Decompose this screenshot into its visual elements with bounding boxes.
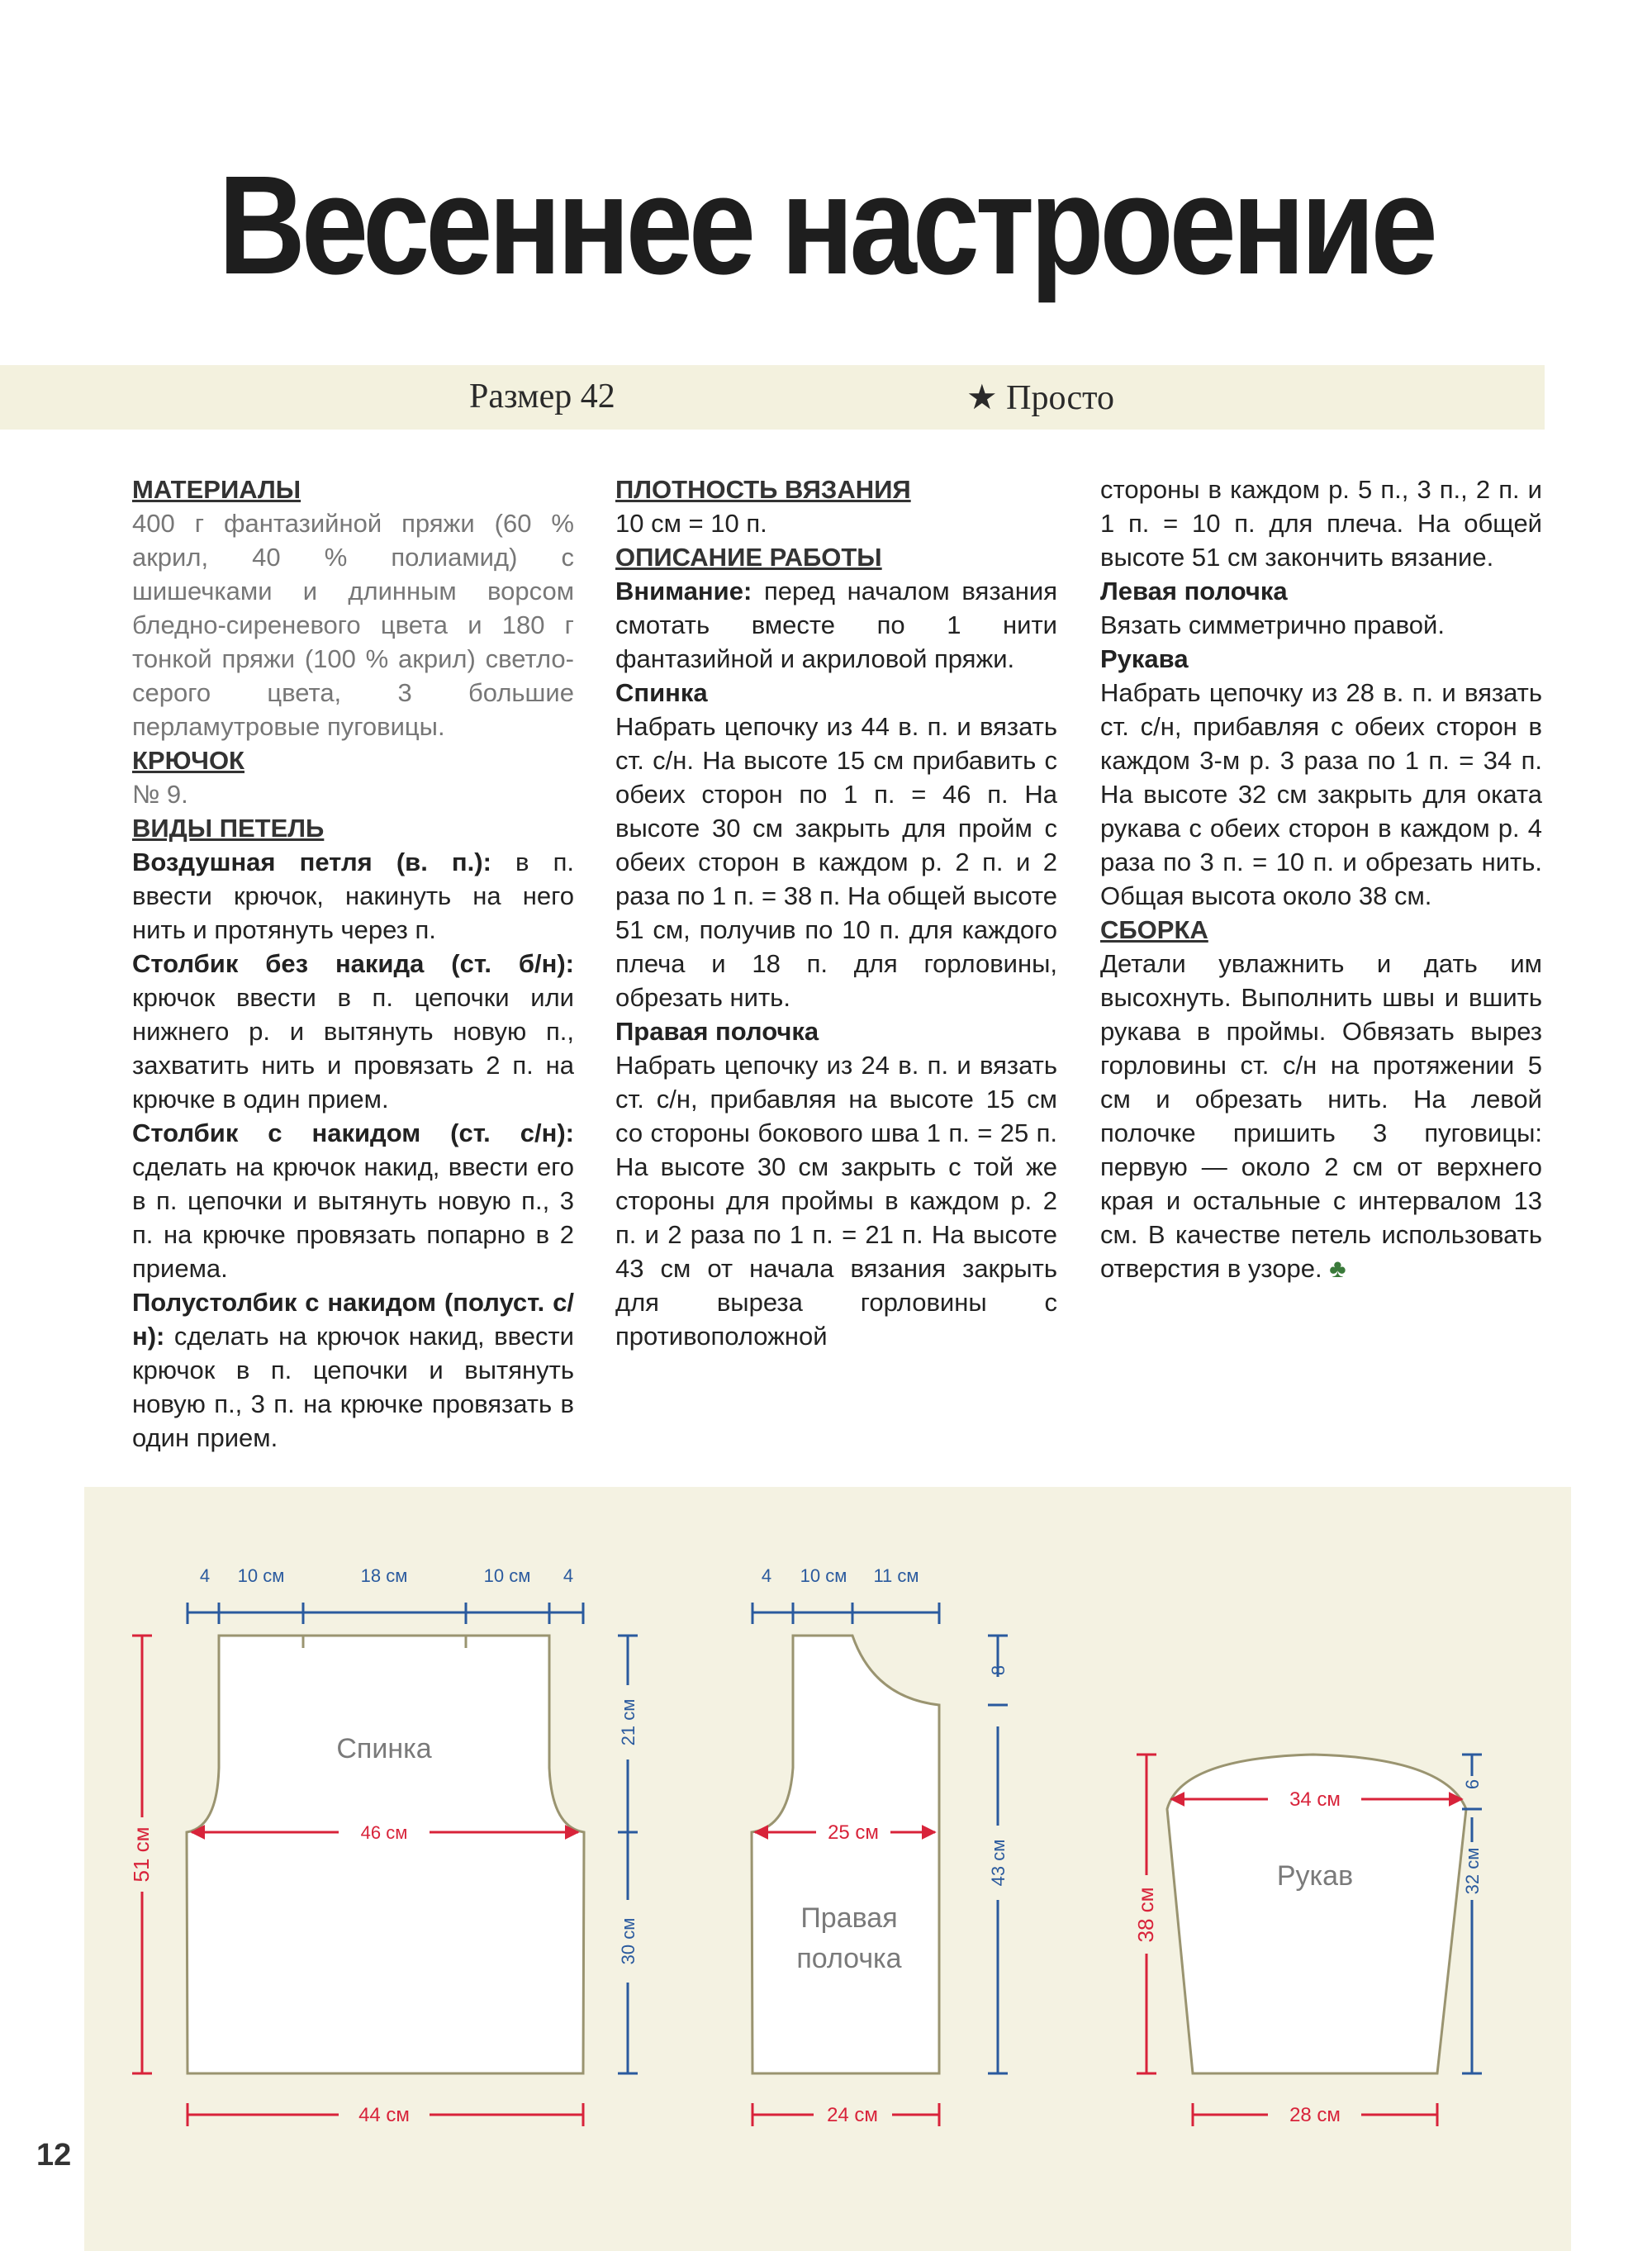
page-number: 12 (36, 2138, 72, 2173)
front-label-2: полочка (796, 1943, 902, 1974)
back-outline (187, 1636, 584, 2073)
heading-sleeves: Рукава (1100, 644, 1189, 673)
materials-text: 400 г фантазийной пряжи (60 % акрил, 40 % полиамид) с шишечками и длинным ворсом бледно-сиреневого цвета и 180 г тонкой пряжи (100 % акрил) светло-серого цвета, 3 большие перламутровые пуговицы. (132, 509, 574, 741)
front-top-dim-2: 10 см (800, 1565, 847, 1586)
back-top-dim-3: 18 см (360, 1565, 408, 1586)
back-text: Набрать цепочку из 44 в. п. и вязать ст. с/н. На высоте 15 см прибавить с обеих сторон по 1 п. = 46 п. На высоте 30 см закрыть для пройм с обеих сторон в каждом р. 2 п. и 2 раза по 1 п. = 38 п. На общей высоте 51 см, получив по 10 п. для каждого плеча и 18 п. для горловины, обрезать нить. (615, 712, 1057, 1012)
back-height-upper: 21 см (618, 1698, 638, 1746)
back-top-dim-4: 10 см (483, 1565, 531, 1586)
sleeve-height-cap: 6 (1462, 1778, 1483, 1790)
back-top-dim-2: 10 см (237, 1565, 285, 1586)
sleeve-width-bottom: 28 см (1289, 2104, 1341, 2126)
star-icon: ★ Просто (966, 379, 1114, 417)
right-front-cont: стороны в каждом р. 5 п., 3 п., 2 п. и 1 п. = 10 п. для плеча. На общей высоте 51 см закончить вязание. (1100, 475, 1542, 572)
front-height-neck: 8 (988, 1665, 1009, 1676)
sleeve-width-top: 34 см (1289, 1788, 1341, 1811)
size-label: Размер 42 (469, 378, 615, 416)
front-height-total: 43 см (988, 1839, 1009, 1887)
heading-gauge: ПЛОТНОСТЬ ВЯЗАНИЯ (615, 475, 911, 504)
heading-left-front: Левая полочка (1100, 577, 1288, 605)
front-width-mid: 25 см (828, 1821, 879, 1844)
heading-materials: МАТЕРИАЛЫ (132, 475, 301, 504)
left-front-text: Вязать симметрично правой. (1100, 610, 1445, 639)
back-label: Спинка (336, 1733, 432, 1764)
front-top-dim-1: 4 (761, 1565, 772, 1586)
back-top-dim-1: 4 (199, 1565, 211, 1586)
back-width-mid: 46 см (360, 1822, 408, 1843)
heading-hook: КРЮЧОК (132, 746, 244, 775)
back-top-dim-5: 4 (563, 1565, 574, 1586)
back-height-total: 51 см (129, 1826, 154, 1883)
front-label-1: Правая (800, 1902, 898, 1934)
assembly-text: Детали увлажнить и дать им высохнуть. Выполнить швы и вшить рукава в проймы. Обвязать вырез горловины ст. с/н на протяжении 5 см и обрезать нить. На левой полочке пришить 3 пуговицы: первую — около 2 см от верхнего края и остальные с интервалом 13 см. В качестве петель использовать отверстия в узоре. ♣ (1100, 949, 1542, 1283)
front-width-bottom: 24 см (827, 2104, 878, 2126)
back-height-lower: 30 см (618, 1917, 638, 1965)
attention-text: Внимание: перед началом вязания смотать вместе по 1 нити фантазийной и акриловой пряжи. (615, 577, 1057, 673)
sleeves-text: Набрать цепочку из 28 в. п. и вязать ст. с/н, прибавляя с обеих сторон в каждом 3-м р. 3 раза по 1 п. = 34 п. На высоте 32 см закрыть для оката рукава с обеих сторон в каждом р. 4 раза по 3 п. = 10 п. и обрезать нить. Общая высота около 38 см. (1100, 678, 1542, 910)
page-title: Весеннее настроение (218, 147, 1434, 304)
back-width-bottom: 44 см (358, 2104, 410, 2126)
heading-back: Спинка (615, 678, 708, 707)
stitch-hdc: Полустолбик с накидом (полуст. с/н): сделать на крючок накид, ввести крючок в п. цепочки и вытянуть новую п., 3 п. на крючке провязать в один прием. (132, 1288, 574, 1452)
heading-assembly: СБОРКА (1100, 915, 1208, 944)
front-outline (752, 1636, 939, 2073)
gauge-text: 10 см = 10 п. (615, 509, 767, 538)
heading-right-front: Правая полочка (615, 1017, 819, 1046)
right-front-text: Набрать цепочку из 24 в. п. и вязать ст. с/н, прибавляя на высоте 15 см со стороны бокового шва 1 п. = 25 п. На высоте 30 см закрыть с той же стороны для проймы в каждом р. 2 п. и 2 раза по 1 п. = 21 п. На высоте 43 см от начала вязания закрыть для выреза горловины с противоположной (615, 1051, 1057, 1351)
stitch-dc: Столбик с накидом (ст. с/н): сделать на крючок накид, ввести его в п. цепочки и вытянуть новую п., 3 п. на крючке провязать попарно в 2 приема. (132, 1118, 574, 1283)
stitch-sc: Столбик без накида (ст. б/н): крючок ввести в п. цепочки или нижнего р. и вытянуть новую п., захватить нить и провязать 2 п. на крючке в один прием. (132, 949, 574, 1114)
heading-stitches: ВИДЫ ПЕТЕЛЬ (132, 814, 325, 843)
sleeve-height-lower: 32 см (1462, 1847, 1483, 1895)
hook-text: № 9. (132, 780, 188, 809)
front-top-dim-3: 11 см (873, 1565, 919, 1586)
stitch-chain: Воздушная петля (в. п.): в п. ввести крючок, накинуть на него нить и протянуть через п. (132, 848, 574, 944)
sleeve-label: Рукав (1276, 1860, 1354, 1892)
heading-description: ОПИСАНИЕ РАБОТЫ (615, 543, 882, 572)
sleeve-height-total: 38 см (1133, 1887, 1158, 1943)
club-icon: ♣ (1329, 1254, 1346, 1283)
